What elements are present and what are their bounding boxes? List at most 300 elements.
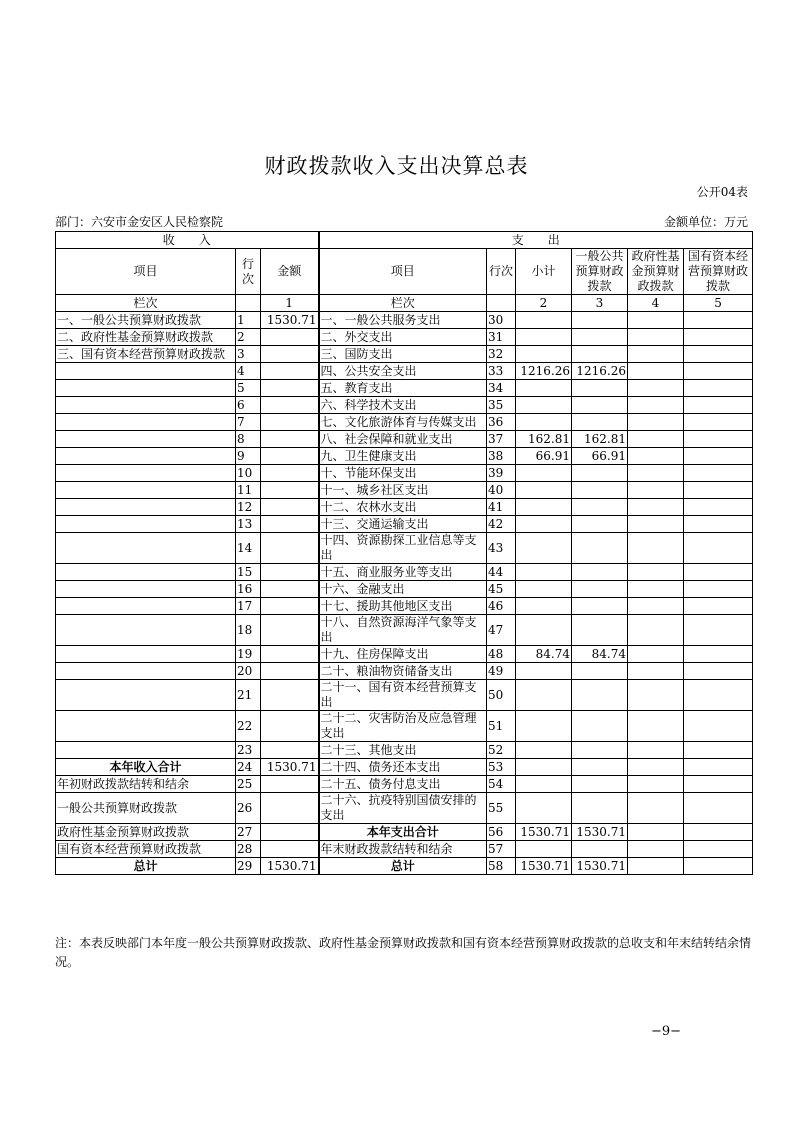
expense-state (684, 793, 753, 824)
expense-fund (628, 346, 684, 363)
expense-subtotal (516, 793, 572, 824)
income-row-number: 15 (236, 564, 261, 581)
table-row (56, 431, 753, 448)
table-row (56, 414, 753, 431)
expense-general: 1530.71 (572, 824, 628, 841)
income-item (56, 564, 236, 581)
expense-state (684, 346, 753, 363)
expense-state (684, 759, 753, 776)
expense-state (684, 482, 753, 499)
table-row (56, 841, 753, 858)
income-item (56, 615, 236, 646)
expense-general: 66.91 (572, 448, 628, 465)
expense-state (684, 646, 753, 663)
expense-item: 总计 (319, 858, 487, 875)
expense-general (572, 841, 628, 858)
expense-item: 二十三、其他支出 (319, 742, 487, 759)
expense-state (684, 465, 753, 482)
expense-row-number: 48 (487, 646, 516, 663)
table-row (56, 858, 753, 875)
expense-fund (628, 615, 684, 646)
expense-subtotal: 1216.26 (516, 363, 572, 380)
expense-subtotal (516, 482, 572, 499)
expense-state (684, 431, 753, 448)
table-row (56, 448, 753, 465)
expense-fund (628, 312, 684, 329)
table-row (56, 646, 753, 663)
expense-subtotal: 66.91 (516, 448, 572, 465)
income-amount: 1530.71 (261, 759, 319, 776)
expense-general: 1216.26 (572, 363, 628, 380)
expense-subtotal (516, 759, 572, 776)
income-row-number: 5 (236, 380, 261, 397)
income-amount-header: 金额 (261, 249, 319, 295)
income-amount (261, 841, 319, 858)
income-item: 三、国有资本经营预算财政拨款 (56, 346, 236, 363)
expense-row-number: 34 (487, 380, 516, 397)
expense-row-number: 54 (487, 776, 516, 793)
budget-table (55, 231, 753, 875)
income-amount (261, 414, 319, 431)
expense-fund (628, 465, 684, 482)
expense-state (684, 312, 753, 329)
expense-subtotal (516, 680, 572, 711)
income-row-number: 10 (236, 465, 261, 482)
income-row-number: 22 (236, 711, 261, 742)
income-row-number: 24 (236, 759, 261, 776)
expense-row-number: 53 (487, 759, 516, 776)
table-row (56, 533, 753, 564)
expense-general: 84.74 (572, 646, 628, 663)
expense-state (684, 776, 753, 793)
table-note: 注：本表反映部门本年度一般公共预算财政拨款、政府性基金预算财政拨款和国有资本经营预算财政拨款的总收支和年末结转结余情况。 (55, 936, 752, 969)
income-item: 总计 (56, 858, 236, 875)
expense-general: 1530.71 (572, 858, 628, 875)
page-number: −9− (650, 1024, 681, 1039)
column-5: 5 (684, 295, 753, 312)
expense-row-number: 35 (487, 397, 516, 414)
expense-fund (628, 824, 684, 841)
expense-fund (628, 742, 684, 759)
expense-subtotal (516, 516, 572, 533)
expense-state (684, 858, 753, 875)
expense-row-number: 32 (487, 346, 516, 363)
column-label: 栏次 (56, 295, 236, 312)
expense-row-number: 50 (487, 680, 516, 711)
expense-state (684, 448, 753, 465)
income-item (56, 380, 236, 397)
income-row-number: 25 (236, 776, 261, 793)
income-row-number: 8 (236, 431, 261, 448)
income-item (56, 448, 236, 465)
fund-header: 政府性基金预算财政拨款 (628, 249, 684, 295)
expense-row-number: 57 (487, 841, 516, 858)
expense-state (684, 841, 753, 858)
expense-state (684, 680, 753, 711)
expense-general (572, 742, 628, 759)
expense-fund (628, 858, 684, 875)
expense-subtotal (516, 465, 572, 482)
income-item (56, 533, 236, 564)
income-amount (261, 448, 319, 465)
expense-fund (628, 663, 684, 680)
expense-item: 二十二、灾害防治及应急管理支出 (319, 711, 487, 742)
expense-state (684, 615, 753, 646)
blank-cell (487, 295, 516, 312)
income-amount (261, 329, 319, 346)
expense-state (684, 598, 753, 615)
expense-item: 本年支出合计 (319, 824, 487, 841)
income-row-number: 28 (236, 841, 261, 858)
expense-row-number: 46 (487, 598, 516, 615)
expense-row-number: 41 (487, 499, 516, 516)
expense-fund (628, 448, 684, 465)
expense-row-number: 56 (487, 824, 516, 841)
expense-item: 二十六、抗疫特别国债安排的支出 (319, 793, 487, 824)
income-amount (261, 380, 319, 397)
expense-item: 一、一般公共服务支出 (319, 312, 487, 329)
table-row (56, 516, 753, 533)
expense-general (572, 711, 628, 742)
income-item (56, 465, 236, 482)
income-amount: 1530.71 (261, 312, 319, 329)
expense-state (684, 380, 753, 397)
expense-fund (628, 499, 684, 516)
income-item: 二、政府性基金预算财政拨款 (56, 329, 236, 346)
expense-item: 十四、资源勘探工业信息等支出 (319, 533, 487, 564)
expense-subtotal (516, 564, 572, 581)
income-amount (261, 516, 319, 533)
expense-subtotal (516, 581, 572, 598)
unit-label: 金额单位：万元 (663, 215, 748, 229)
expense-item: 五、教育支出 (319, 380, 487, 397)
expense-state (684, 397, 753, 414)
department-label: 部门：六安市金安区人民检察院 (55, 215, 224, 229)
expense-row-number: 40 (487, 482, 516, 499)
expense-row-number: 58 (487, 858, 516, 875)
expense-subtotal: 162.81 (516, 431, 572, 448)
income-item (56, 516, 236, 533)
table-row (56, 742, 753, 759)
income-item (56, 414, 236, 431)
expense-item: 二十一、国有资本经营预算支出 (319, 680, 487, 711)
table-row (56, 581, 753, 598)
expense-row-number: 45 (487, 581, 516, 598)
general-header: 一般公共预算财政拨款 (572, 249, 628, 295)
income-amount (261, 363, 319, 380)
expense-general (572, 598, 628, 615)
expense-general (572, 329, 628, 346)
expense-item: 四、公共安全支出 (319, 363, 487, 380)
table-row (56, 564, 753, 581)
expense-state (684, 824, 753, 841)
income-item: 一、一般公共预算财政拨款 (56, 312, 236, 329)
income-amount: 1530.71 (261, 858, 319, 875)
expense-subtotal (516, 663, 572, 680)
expense-subtotal (516, 397, 572, 414)
expense-fund (628, 516, 684, 533)
column-label: 栏次 (319, 295, 487, 312)
income-item (56, 363, 236, 380)
expense-fund (628, 581, 684, 598)
expense-item: 十三、交通运输支出 (319, 516, 487, 533)
income-amount (261, 776, 319, 793)
expense-subtotal (516, 841, 572, 858)
expense-subtotal (516, 711, 572, 742)
expense-row-number: 38 (487, 448, 516, 465)
income-row-number: 26 (236, 793, 261, 824)
income-row-number: 11 (236, 482, 261, 499)
expense-item: 九、卫生健康支出 (319, 448, 487, 465)
income-item-header: 项目 (56, 249, 236, 295)
income-item (56, 431, 236, 448)
expense-state (684, 414, 753, 431)
expense-general (572, 312, 628, 329)
expense-fund (628, 680, 684, 711)
expense-item: 年末财政拨款结转和结余 (319, 841, 487, 858)
income-item (56, 499, 236, 516)
income-item: 国有资本经营预算财政拨款 (56, 841, 236, 858)
income-row-number: 21 (236, 680, 261, 711)
expense-item: 二十四、债务还本支出 (319, 759, 487, 776)
expense-item: 三、国防支出 (319, 346, 487, 363)
expense-general (572, 516, 628, 533)
expense-fund (628, 533, 684, 564)
expense-fund (628, 776, 684, 793)
table-row (56, 711, 753, 742)
expense-subtotal: 1530.71 (516, 824, 572, 841)
header-row-columns (56, 249, 753, 295)
income-item (56, 663, 236, 680)
income-item: 本年收入合计 (56, 759, 236, 776)
expense-general (572, 776, 628, 793)
expense-item: 二十五、债务付息支出 (319, 776, 487, 793)
expense-row-number: 51 (487, 711, 516, 742)
header-row-sections (56, 232, 753, 249)
expense-general (572, 793, 628, 824)
blank-cell (236, 295, 261, 312)
income-amount (261, 793, 319, 824)
expense-general (572, 380, 628, 397)
table-row (56, 482, 753, 499)
income-row-number: 2 (236, 329, 261, 346)
expense-subtotal: 84.74 (516, 646, 572, 663)
expense-subtotal (516, 776, 572, 793)
expense-general (572, 663, 628, 680)
expense-item: 二、外交支出 (319, 329, 487, 346)
expense-fund (628, 646, 684, 663)
income-amount (261, 663, 319, 680)
table-row (56, 824, 753, 841)
expense-fund (628, 482, 684, 499)
expense-fund (628, 711, 684, 742)
table-row (56, 380, 753, 397)
expense-item: 六、科学技术支出 (319, 397, 487, 414)
income-row-number: 13 (236, 516, 261, 533)
expense-fund (628, 363, 684, 380)
column-number-row (56, 295, 753, 312)
expense-subtotal: 1530.71 (516, 858, 572, 875)
expense-fund (628, 564, 684, 581)
table-row (56, 793, 753, 824)
column-4: 4 (628, 295, 684, 312)
income-amount (261, 431, 319, 448)
expense-general (572, 346, 628, 363)
expense-general (572, 680, 628, 711)
expense-row-number: 49 (487, 663, 516, 680)
income-item: 一般公共预算财政拨款 (56, 793, 236, 824)
income-item (56, 711, 236, 742)
expense-subtotal (516, 346, 572, 363)
income-row-number: 1 (236, 312, 261, 329)
income-row-number: 23 (236, 742, 261, 759)
expense-state (684, 581, 753, 598)
expense-subtotal (516, 615, 572, 646)
expense-general (572, 759, 628, 776)
table-row (56, 759, 753, 776)
income-row-number: 12 (236, 499, 261, 516)
column-2: 2 (516, 295, 572, 312)
income-item (56, 598, 236, 615)
table-row (56, 776, 753, 793)
expense-row-number: 55 (487, 793, 516, 824)
income-item: 年初财政拨款结转和结余 (56, 776, 236, 793)
expense-row-number: 47 (487, 615, 516, 646)
expense-row-number: 30 (487, 312, 516, 329)
expense-subtotal (516, 312, 572, 329)
expense-subtotal (516, 499, 572, 516)
income-amount (261, 499, 319, 516)
expense-state (684, 711, 753, 742)
expense-general (572, 581, 628, 598)
expense-row-number: 31 (487, 329, 516, 346)
expense-general (572, 564, 628, 581)
expense-subtotal (516, 414, 572, 431)
income-item (56, 680, 236, 711)
expense-item: 十八、自然资源海洋气象等支出 (319, 615, 487, 646)
table-row (56, 680, 753, 711)
form-number: 公开04表 (696, 185, 748, 199)
income-row-number: 3 (236, 346, 261, 363)
income-row-number: 20 (236, 663, 261, 680)
expense-item: 七、文化旅游体育与传媒支出 (319, 414, 487, 431)
income-item (56, 581, 236, 598)
expense-subtotal (516, 533, 572, 564)
expense-state (684, 663, 753, 680)
expense-general (572, 482, 628, 499)
expense-general: 162.81 (572, 431, 628, 448)
income-amount (261, 465, 319, 482)
income-header: 收 入 (56, 232, 319, 249)
expense-general (572, 414, 628, 431)
table-row (56, 465, 753, 482)
expense-fund (628, 414, 684, 431)
expense-state (684, 742, 753, 759)
table-row (56, 346, 753, 363)
income-row-number: 16 (236, 581, 261, 598)
income-amount (261, 742, 319, 759)
income-amount (261, 824, 319, 841)
expense-item: 十九、住房保障支出 (319, 646, 487, 663)
column-3: 3 (572, 295, 628, 312)
expense-general (572, 499, 628, 516)
income-amount (261, 564, 319, 581)
table-row (56, 615, 753, 646)
expense-row-number: 39 (487, 465, 516, 482)
income-amount (261, 533, 319, 564)
income-item (56, 646, 236, 663)
income-row-number: 19 (236, 646, 261, 663)
income-item (56, 397, 236, 414)
table-row (56, 598, 753, 615)
page-title: 财政拨款收入支出决算总表 (264, 154, 529, 178)
income-amount (261, 598, 319, 615)
expense-item: 十五、商业服务业等支出 (319, 564, 487, 581)
income-row-number: 7 (236, 414, 261, 431)
expense-row-number: 37 (487, 431, 516, 448)
income-row-number: 4 (236, 363, 261, 380)
expense-item: 八、社会保障和就业支出 (319, 431, 487, 448)
expense-item: 二十、粮油物资储备支出 (319, 663, 487, 680)
income-amount (261, 646, 319, 663)
expense-row-number: 42 (487, 516, 516, 533)
column-1: 1 (261, 295, 319, 312)
income-amount (261, 346, 319, 363)
income-amount (261, 680, 319, 711)
table-row (56, 499, 753, 516)
income-amount (261, 711, 319, 742)
income-item (56, 482, 236, 499)
expense-row-number: 52 (487, 742, 516, 759)
income-row-number: 18 (236, 615, 261, 646)
expense-subtotal (516, 380, 572, 397)
expense-fund (628, 329, 684, 346)
income-item (56, 742, 236, 759)
expense-fund (628, 759, 684, 776)
state-header: 国有资本经营预算财政拨款 (684, 249, 753, 295)
table-row (56, 363, 753, 380)
income-row-number: 9 (236, 448, 261, 465)
table-row (56, 663, 753, 680)
expense-row-number: 33 (487, 363, 516, 380)
income-row-number: 29 (236, 858, 261, 875)
expense-general (572, 615, 628, 646)
table-row (56, 312, 753, 329)
expense-row-number: 43 (487, 533, 516, 564)
income-amount (261, 581, 319, 598)
expense-fund (628, 841, 684, 858)
expense-row-number: 44 (487, 564, 516, 581)
expense-state (684, 363, 753, 380)
expense-item: 十二、农林水支出 (319, 499, 487, 516)
income-row-number: 17 (236, 598, 261, 615)
expense-rowno-header: 行次 (487, 249, 516, 295)
income-amount (261, 397, 319, 414)
expense-state (684, 516, 753, 533)
expense-fund (628, 598, 684, 615)
expense-header: 支 出 (319, 232, 753, 249)
expense-item: 十、节能环保支出 (319, 465, 487, 482)
expense-item-header: 项目 (319, 249, 487, 295)
expense-item: 十一、城乡社区支出 (319, 482, 487, 499)
expense-row-number: 36 (487, 414, 516, 431)
income-row-number: 14 (236, 533, 261, 564)
table-row (56, 329, 753, 346)
expense-state (684, 499, 753, 516)
expense-subtotal (516, 742, 572, 759)
expense-item: 十六、金融支出 (319, 581, 487, 598)
expense-state (684, 533, 753, 564)
